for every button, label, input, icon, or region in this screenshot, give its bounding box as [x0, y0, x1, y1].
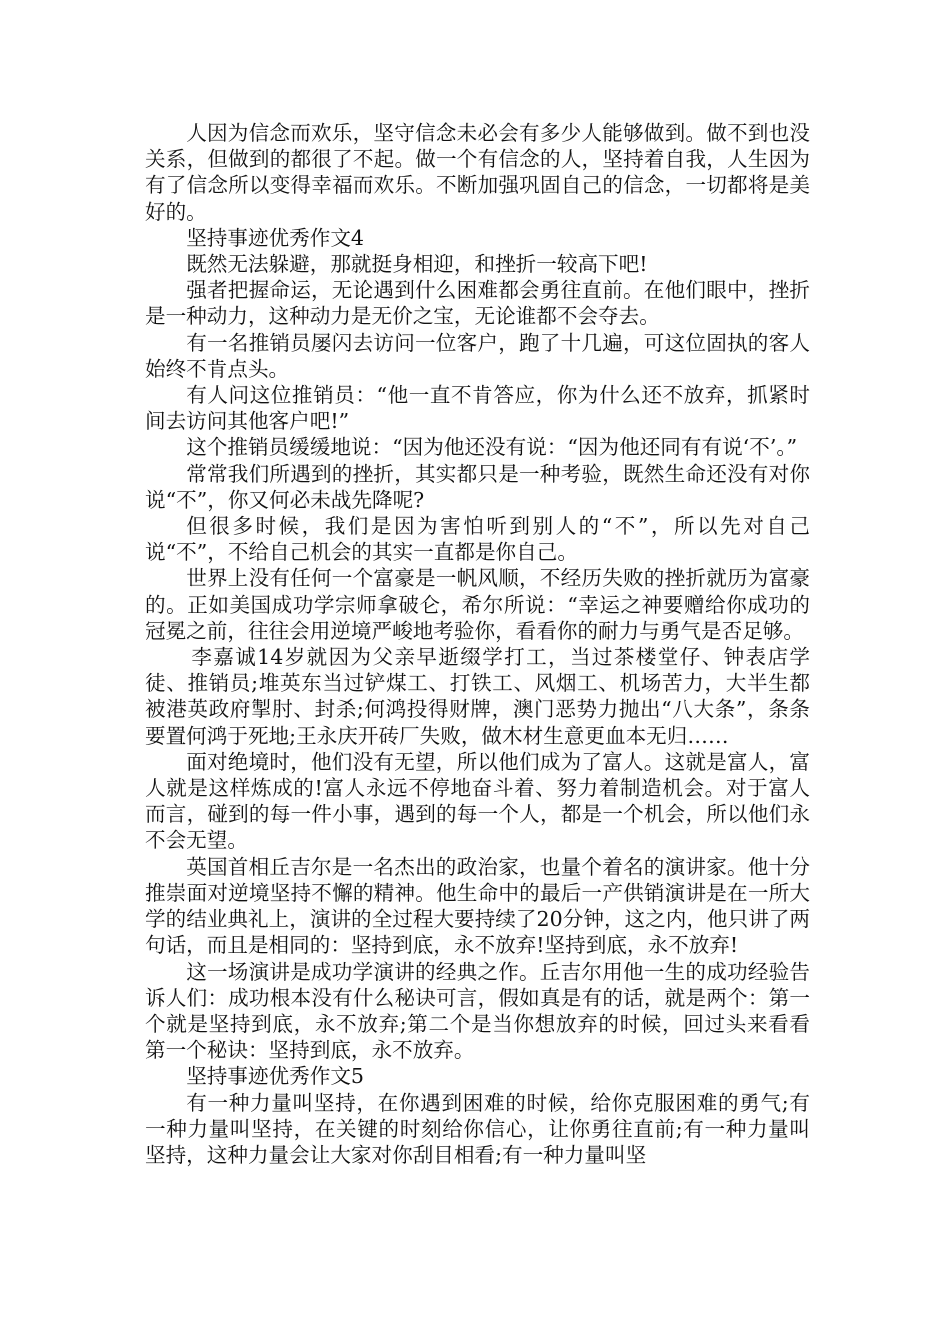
paragraph-face-setback: 既然无法躲避，那就挺身相迎，和挫折一较高下吧! — [186, 252, 648, 277]
paragraph-salesman-answer: 这个推销员缓缓地说：“因为他还没有说：“因为他还同有有说‘不’。” — [186, 435, 798, 460]
paragraph-facing-despair: 面对绝境时，他们没有无望，所以他们成为了富人。这就是富人，富人就是这样炼成的!富人永远不停地奋斗着、努力着制造机会。对于富人而言，碰到的每一件小事，遇到的每一个人，都是一个机会，所以他们永不会无望。 — [145, 749, 810, 853]
paragraph-power-of-persistence: 有一种力量叫坚持，在你遇到困难的时候，给你克服困难的勇气;有一种力量叫坚持，在关键的时刻给你信心，让你勇往直前;有一种力量叫坚持，这种力量会让大家对你刮目相看;有一种力量叫坚 — [145, 1090, 810, 1167]
document-page — [145, 120, 810, 1168]
paragraph-strong-people: 强者把握命运，无论遇到什么困难都会勇往直前。在他们眼中，挫折是一种动力，这种动力是无价之宝，无论谁都不会夺去。 — [145, 278, 810, 329]
section-heading-4: 坚持事迹优秀作文4 — [186, 225, 365, 250]
paragraph-salesman-visits: 有一名推销员屡闪去访问一位客户，跑了十几遍，可这位固执的客人始终不肯点头。 — [145, 330, 810, 381]
section-heading-5: 坚持事迹优秀作文5 — [186, 1064, 365, 1089]
paragraph-tycoon-examples: 李嘉诚14岁就因为父亲早逝缀学打工，当过茶楼堂仔、钟表店学徒、推销员;堆英东当过铲煤工、打铁工、风烟工、机场苦力，大半生都被港英政府掣肘、封杀;何鸿投得财牌，澳门恶势力抛出“八大条”，条条要置何鸿于死地;王永庆开砖厂失败，做木材生意更血本无归…… — [145, 645, 810, 748]
paragraph-classic-speech: 这一场演讲是成功学演讲的经典之作。丘吉尔用他一生的成功经验告诉人们：成功根本没有什么秘诀可言，假如真是有的话，就是两个：第一个就是坚持到底，永不放弃;第二个是当你想放弃的时候，回过头来看看第一个秘诀：坚持到底，永不放弃。 — [145, 959, 810, 1063]
paragraph-belief: 人因为信念而欢乐，坚守信念未必会有多少人能够做到。做不到也没关系，但做到的都很了不起。做一个有信念的人，坚持着自我，人生因为有了信念所以变得幸福而欢乐。不断加强巩固自己的信念，一切都将是美好的。 — [145, 121, 810, 224]
paragraph-rich-people-failure: 世界上没有任何一个富豪是一帆风顺，不经历失败的挫折就历为富豪的。正如美国成功学宗师拿破仑，希尔所说：“幸运之神要赠给你成功的冠冕之前，往往会用逆境严峻地考验你，看看你的耐力与勇气是否足够。 — [145, 566, 810, 643]
paragraph-churchill: 英国首相丘吉尔是一名杰出的政治家，也量个着名的演讲家。他十分推崇面对逆境坚持不懈的精神。他生命中的最后一产供销演讲是在一所大学的结业典礼上，演讲的全过程大要持续了20分钟，这之内，他只讲了两句话，而且是相同的：坚持到底，永不放弃!坚持到底，永不放弃! — [145, 854, 810, 958]
paragraph-fear-of-no: 但很多时候，我们是因为害怕听到别人的“不”，所以先对自己说“不”，不给自己机会的其实一直都是你自己。 — [145, 514, 810, 565]
paragraph-test-of-life: 常常我们所遇到的挫折，其实都只是一种考验，既然生命还没有对你说“不”，你又何必未战先降呢? — [145, 461, 810, 512]
paragraph-question: 有人问这位推销员：“他一直不肯答应，你为什么还不放弃，抓紧时间去访问其他客户吧!” — [145, 383, 810, 434]
